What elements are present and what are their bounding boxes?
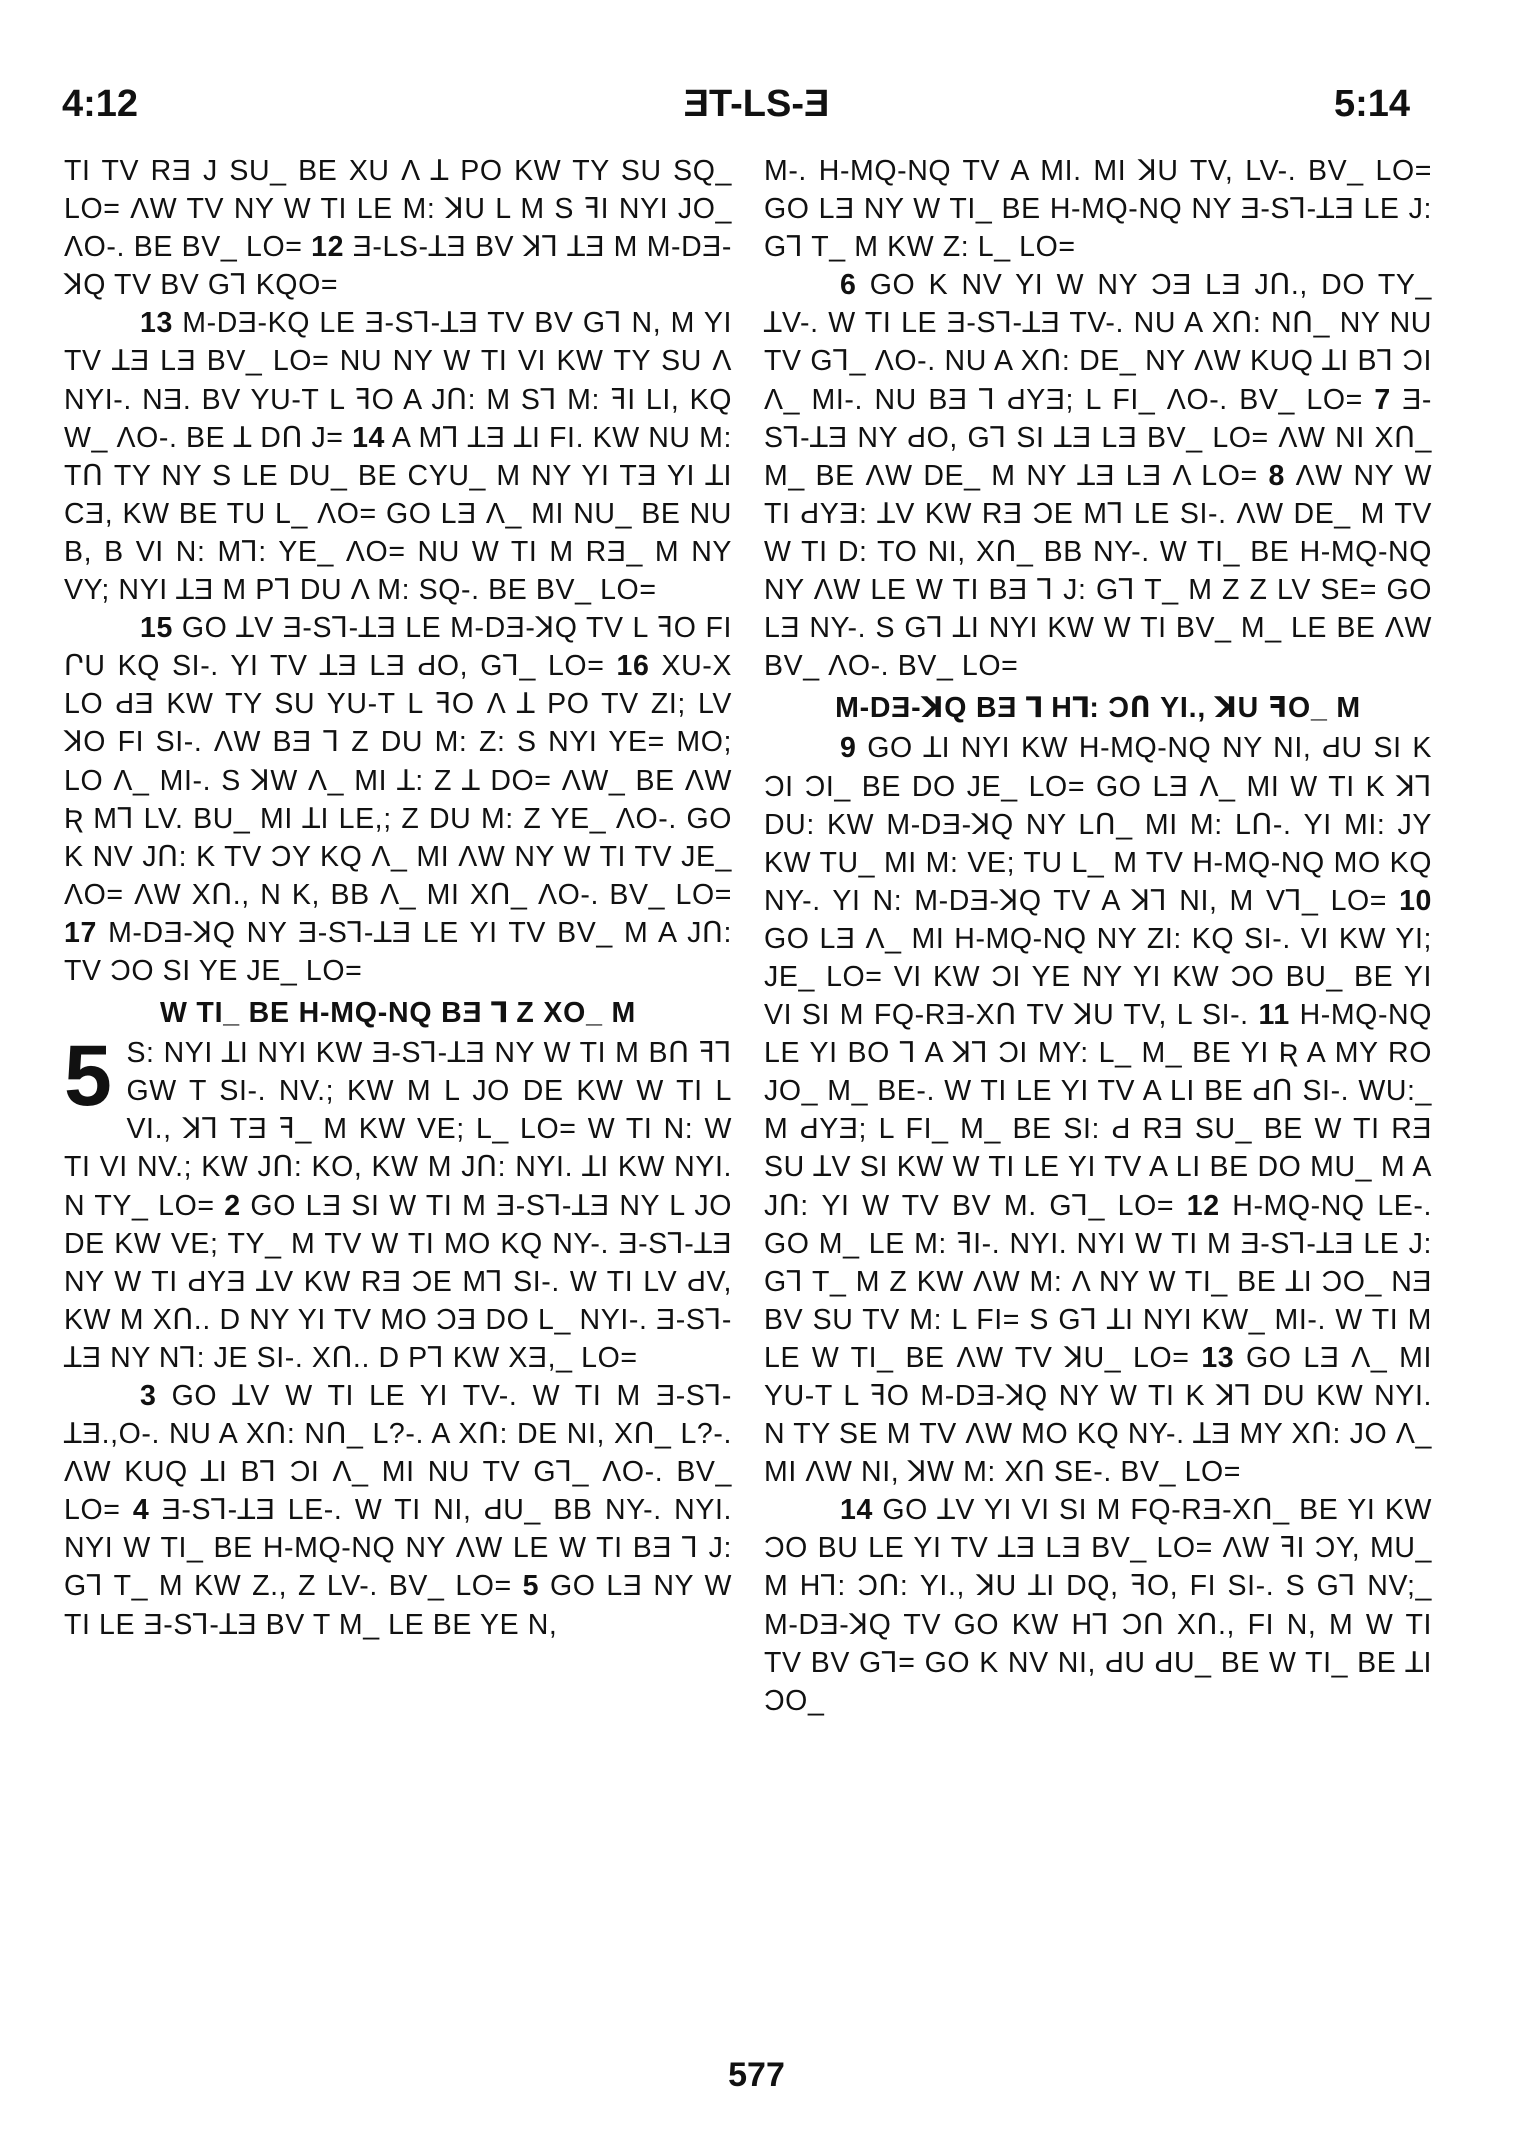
paragraph <box>764 152 1432 266</box>
verse-number: 15 <box>140 612 173 645</box>
verse-text: M-DƎ-KQ LE Ǝ-S⅂-ꓕƎ TV BV G⅂ N, M YI TV ꓕƎ LƎ BV_ LO= NU NY W TI VI KW TY SU Λ NYI-. NƎ. BV YU-T L ꟻO A JՈ: M S⅂ M: ꟻI LI, KQ W_ ΛO-. BE ꓕ DՈ J= <box>64 307 732 454</box>
verse-text: XU-X LO ԀƎ KW TY SU YU-T L ꟻO Λ ꓕ PO TV ZI; LV ꓘO FI SI-. ΛW BƎ ⅂ Z DU M: Z: S NYI YE= MO; LO Λ_ MI-. S ꓘW Λ_ MI ꓕ: Z ꓕ DO= ΛW_ BE ΛW Ʀ M⅂ LV. BU_ MI ꓕI LE,; Z DU M: Z YE_ ΛO-. GO K NV JՈ: K TV ƆY KQ Λ_ MI ΛW NY W TI TV JE_ ΛO= ΛW XՈ., N K, BB Λ_ MI XՈ_ ΛO-. BV_ LO= <box>64 650 732 911</box>
verse-number: 3 <box>140 1380 157 1412</box>
verse-number: 2 <box>224 1189 241 1222</box>
verse-number: 12 <box>311 231 345 264</box>
section-heading: W TI_ BE H-MQ-NQ BƎ ⅂ Z XO_ M <box>159 997 637 1030</box>
page-number: 577 <box>728 2056 785 2094</box>
verse-number: 11 <box>1258 999 1290 1032</box>
paragraph <box>64 1377 732 1644</box>
verse-text: GO LƎ SI W TI M Ǝ-S⅂-ꓕƎ NY L JO DE KW VE; TY_ M TV W TI MO KQ NY-. Ǝ-S⅂-ꓕƎ NY W TI ԀYƎ ꓕV KW RƎ ƆE M⅂ SI-. W TI LV ԀV, KW M XՈ.. D NY YI TV MO ƆƎ DO L_ NYI-. Ǝ-S⅂-ꓕƎ NY N⅂: JE SI-. XՈ.. D P⅂ KW XƎ,_ LO= <box>64 1189 732 1374</box>
verse-number: 16 <box>616 650 650 683</box>
paragraph <box>764 729 1432 1491</box>
verse-number: 7 <box>1374 383 1391 416</box>
header-left-reference: 4:12 <box>62 83 139 125</box>
right-column <box>764 152 1432 1720</box>
verse-number: 10 <box>1399 884 1432 917</box>
verse-number: 14 <box>352 421 385 454</box>
verse-number: 12 <box>1186 1189 1220 1222</box>
verse-text: S: NYI ꓕI NYI KW Ǝ-S⅂-ꓕƎ NY W TI M BՈ ꟻ⅂ GW T SI-. NV.; KW M L JO DE KW W TI L VI., ꓘ⅂ TƎ ꟻ_ M KW VE; L_ LO= W TI N: W TI VI NV.; KW JՈ: KO, KW M JՈ: NYI. ꓕI KW NYI. N TY_ LO= <box>64 1037 732 1222</box>
paragraph <box>64 1028 732 1377</box>
verse-number: 17 <box>64 916 97 949</box>
verse-number: 13 <box>140 307 173 340</box>
paragraph <box>64 304 732 609</box>
verse-number: 13 <box>1201 1341 1235 1374</box>
paragraph <box>764 1491 1432 1720</box>
verse-text: H-MQ-NQ LE-. GO M_ LE M: ꟻI-. NYI. NYI W TI M Ǝ-S⅂-ꓕƎ LE J: G⅂ T_ M Z KW ΛW M: Λ NY W TI_ BE ꓕI ƆO_ NƎ BV SU TV M: L FI= S G⅂ ꓕI NYI KW_ MI-. W TI M LE W TI_ BE ΛW TV ꓘU_ LO= <box>764 1189 1432 1374</box>
paragraph <box>64 152 732 304</box>
verse-text: Ǝ-S⅂-ꓕƎ LE-. W TI NI, ԀU_ BB NY-. NYI. NYI W TI_ BE H-MQ-NQ NY ΛW LE W TI BƎ ⅂ J: G⅂ T_ M KW Z., Z LV-. BV_ LO= <box>64 1494 732 1603</box>
verse-number: 6 <box>840 269 857 302</box>
chapter-block <box>64 1028 732 1377</box>
verse-number: 8 <box>1268 459 1285 492</box>
verse-text: M-DƎ-ꓘQ NY Ǝ-S⅂-ꓕƎ LE YI TV BV_ M A JՈ: TV ƆO SI YE JE_ LO= <box>64 916 732 987</box>
paragraph <box>764 266 1432 685</box>
verse-text: M-. H-MQ-NQ TV A MI. MI ꓘU TV, LV-. BV_ LO= GO LƎ NY W TI_ BE H-MQ-NQ NY Ǝ-S⅂-ꓕƎ LE J: G⅂ T_ M KW Z: L_ LO= <box>764 155 1432 264</box>
verse-number: 14 <box>840 1494 873 1527</box>
verse-text: Ǝ-S⅂-ꓕƎ NY ԀO, G⅂ SI ꓕƎ LƎ BV_ LO= ΛW NI XՈ_ M_ BE ΛW DE_ M NY ꓕƎ LƎ Λ LO= <box>764 383 1433 492</box>
verse-text: TI TV RƎ J SU_ BE XU Λ ꓕ PO KW TY SU SQ_ LO= ΛW TV NY W TI LE M: ꓘU L M S ꟻI NYI JO_ ΛO-. BE BV_ LO= <box>64 155 732 264</box>
verse-text: H-MQ-NQ LE YI BO ⅂ A ꓘ⅂ ƆI MY: L_ M_ BE YI Ʀ A MY RO JO_ M_ BE-. W TI LE YI TV A LI BE ԀՈ SI-. WU:_ M ԀYƎ; L FI_ M_ BE SI: Ԁ RƎ SU_ BE W TI RƎ SU ꓕV SI KW W TI LE YI TV A LI BE DO MU_ M A JՈ: YI W TV BV M. G⅂_ LO= <box>764 999 1432 1222</box>
verse-text: GO K NV YI W NY ƆƎ LƎ JՈ., DO TY_ ꓕV-. W TI LE Ǝ-S⅂-ꓕƎ TV-. NU A XՈ: NՈ_ NY NU TV G⅂_ ΛO-. NU A XՈ: DE_ NY ΛW KUQ ꓕI B⅂ ƆI Λ_ MI-. NU BƎ ⅂ ԀYƎ; L FI_ ΛO-. BV_ LO= <box>764 269 1432 416</box>
header-right-reference: 5:14 <box>1333 83 1410 125</box>
verse-text: GO LƎ Λ_ MI YU-T L ꟻO M-DƎ-ꓘQ NY W TI K ꓘ⅂ DU KW NYI. N TY SE M TV ΛW MO KQ NY-. ꓕƎ MY XՈ: JO Λ_ MI ΛW NI, ꓘW M: XՈ SE-. BV_ LO= <box>764 1341 1432 1489</box>
section-heading: M-DƎ-ꓘQ BƎ ⅂ H⅂: ƆՈ YI., ꓘU ꟻO_ M <box>835 692 1361 725</box>
verse-number: 9 <box>840 732 857 765</box>
verse-text: Ǝ-LS-ꓕƎ BV ꓘ⅂ ꓕƎ M M-DƎ-ꓘQ TV BV G⅂ KQO= <box>64 231 733 302</box>
verse-text: GO LƎ NY W TI LE Ǝ-S⅂-ꓕƎ BV T M_ LE BE YE N, <box>64 1570 732 1641</box>
verse-number: 4 <box>132 1494 150 1527</box>
header-book-title: ƎT-LS-Ǝ <box>683 83 830 125</box>
verse-text: GO LƎ Λ_ MI H-MQ-NQ NY ZI: KQ SI-. VI KW YI; JE_ LO= VI KW ƆI YE NY YI KW ƆO BU_ BE YI VI SI M FQ-RƎ-XՈ TV ꓘU TV, L SI-. <box>764 922 1432 1032</box>
verse-number: 5 <box>522 1570 540 1603</box>
chapter-number: 5 <box>64 1028 113 1125</box>
left-column <box>64 152 732 1644</box>
verse-text: GO ꓕI NYI KW H-MQ-NQ NY NI, ԀU SI K ƆI ƆI_ BE DO JE_ LO= GO LƎ Λ_ MI W TI K ꓘ⅂ DU: KW M-DƎ-ꓘQ NY LՈ_ MI M: LՈ-. YI MI: JY KW TU_ MI M: VE; TU L_ M TV H-MQ-NQ MO KQ NY-. YI N: M-DƎ-ꓘQ TV A ꓘ⅂ NI, M V⅂_ LO= <box>764 732 1432 917</box>
verse-text: ΛW NY W TI ԀYƎ: ꓕV KW RƎ ƆE M⅂ LE SI-. ΛW DE_ M TV W TI D: TO NI, XՈ_ BB NY-. W TI_ BE H-MQ-NQ NY ΛW LE W TI BƎ ⅂ J: G⅂ T_ M Z Z LV SE= GO LƎ NY-. S G⅂ ꓕI NYI KW W TI BV_ M_ LE BE ΛW BV_ ΛO-. BV_ LO= <box>764 459 1432 683</box>
verse-text: GO ꓕV Ǝ-S⅂-ꓕƎ LE M-DƎ-ꓘQ TV L ꟻO FI ՐU KQ SI-. YI TV ꓕƎ LƎ ԀO, G⅂_ LO= <box>64 612 732 683</box>
verse-text: A M⅂ ꓕƎ ꓕI FI. KW NU M: TՈ TY NY S LE DU_ BE CYU_ M NY YI TƎ YI ꓕI CƎ, KW BE TU L_ ΛO= GO LƎ Λ_ MI NU_ BE NU B, B VI N: M⅂: YE_ ΛO= NU W TI M RƎ_ M NY VY; NYI ꓕƎ M P⅂ DU Λ M: SQ-. BE BV_ LO= <box>64 421 732 607</box>
verse-text: GO ꓕV W TI LE YI TV-. W TI M Ǝ-S⅂-ꓕƎ.,O-. NU A XՈ: NՈ_ L?-. A XՈ: DE NI, XՈ_ L?-. ΛW KUQ ꓕI B⅂ ƆI Λ_ MI NU TV G⅂_ ΛO-. BV_ LO= <box>64 1380 732 1527</box>
paragraph <box>64 609 732 990</box>
verse-text: GO ꓕV YI VI SI M FQ-RƎ-XՈ_ BE YI KW ƆO BU LE YI TV ꓕƎ LƎ BV_ LO= ΛW ꟻI ƆY, MU_ M H⅂: ƆՈ: YI., ꓘU ꓕI DQ, ꟻO, FI SI-. S G⅂ NV;_ M-DƎ-ꓘQ TV GO KW H⅂ ƆՈ XՈ., FI N, M W TI TV BV G⅂= GO K NV NI, ԀU ԀU_ BE W TI_ BE ꓕI ƆO_ <box>764 1494 1432 1717</box>
